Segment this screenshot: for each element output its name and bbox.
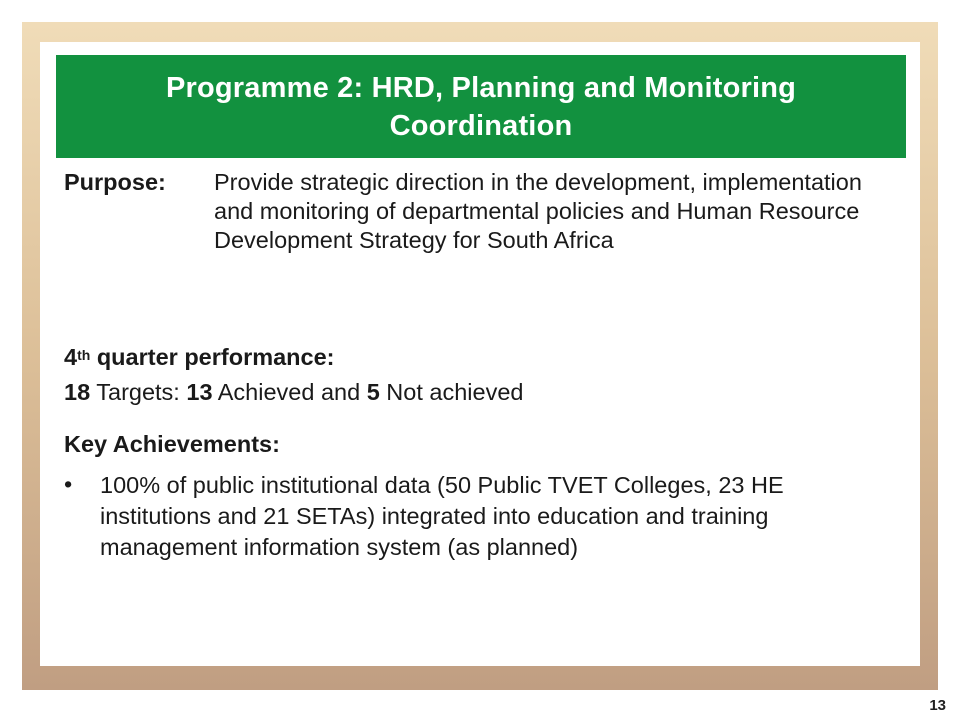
quarter-ordinal: th [77, 347, 91, 363]
achieved-count: 13 [186, 379, 213, 405]
achievement-item: 100% of public institutional data (50 Public TVET Colleges, 23 HE institutions and 21 SETAs) integrated into education and training management information system (as planned) [100, 472, 784, 560]
targets-summary [64, 378, 523, 406]
quarter-heading [64, 343, 335, 371]
purpose-label: Purpose: [64, 169, 166, 195]
bullet-icon: • [64, 471, 73, 497]
not-achieved-label: Not achieved [379, 379, 524, 405]
slide-title: Programme 2: HRD, Planning and Monitoring Coordination [165, 71, 797, 142]
key-achievements-heading: Key Achievements: [64, 431, 280, 457]
not-achieved-count: 5 [366, 379, 380, 405]
achieved-label: Achieved and [212, 379, 367, 405]
targets-count: 18 [64, 379, 91, 405]
purpose-text: Provide strategic direction in the development, implementation and monitoring of departmental policies and Human Resource Development Strategy for South Africa [214, 169, 862, 253]
quarter-number: 4 [64, 344, 78, 370]
targets-label: Targets: [90, 379, 187, 405]
page-number: 13 [929, 697, 946, 714]
title-banner [56, 55, 906, 158]
quarter-heading-text: quarter performance: [90, 344, 335, 370]
